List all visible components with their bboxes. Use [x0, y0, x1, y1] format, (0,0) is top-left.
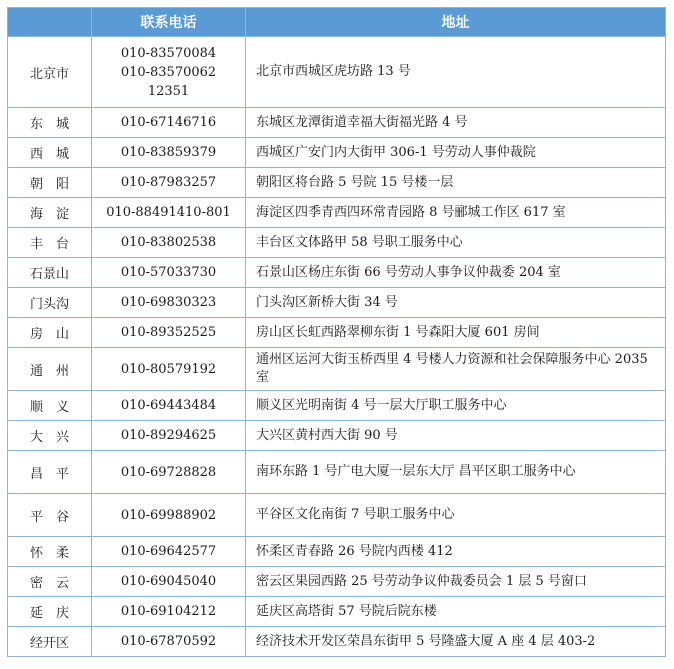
table-header-row — [8, 8, 666, 37]
table-row — [8, 108, 666, 138]
region-cell: 东 城 — [8, 108, 92, 138]
region-cell: 怀 柔 — [8, 537, 92, 567]
phone-cell — [92, 288, 246, 318]
table-row — [8, 421, 666, 451]
address-cell: 延庆区高塔街 57 号院后院东楼 — [246, 597, 666, 627]
phone-number: 010-67146716 — [120, 115, 217, 130]
phone-number: 010-83802538 — [120, 235, 217, 250]
region-cell: 海 淀 — [8, 198, 92, 228]
table-row — [8, 391, 666, 421]
address-cell: 门头沟区新桥大街 34 号 — [246, 288, 666, 318]
table-row — [8, 567, 666, 597]
address-cell: 北京市西城区虎坊路 13 号 — [246, 37, 666, 108]
phone-number: 12351 — [147, 83, 190, 99]
region-cell: 房 山 — [8, 318, 92, 348]
address-cell: 大兴区黄村西大街 90 号 — [246, 421, 666, 451]
phone-cell — [92, 108, 246, 138]
table-row — [8, 597, 666, 627]
table-row — [8, 318, 666, 348]
region-cell: 平 谷 — [8, 494, 92, 537]
phone-cell — [92, 391, 246, 421]
table-row — [8, 537, 666, 567]
address-cell: 通州区运河大街玉桥西里 4 号楼人力资源和社会保障服务中心 2035 室 — [246, 348, 666, 391]
phone-number: 010-57033730 — [120, 265, 217, 280]
table-row — [8, 198, 666, 228]
phone-number: 010-69988902 — [120, 507, 217, 523]
table-row — [8, 451, 666, 494]
address-cell: 平谷区文化南街 7 号职工服务中心 — [246, 494, 666, 537]
table-body — [8, 37, 666, 657]
phone-number: 010-83859379 — [120, 145, 217, 160]
address-cell: 丰台区文体路甲 58 号职工服务中心 — [246, 228, 666, 258]
table-row — [8, 37, 666, 108]
phone-cell — [92, 258, 246, 288]
phone-number: 010-83570084 — [120, 45, 217, 61]
region-cell: 西 城 — [8, 138, 92, 168]
header-phone: 联系电话 — [92, 8, 246, 37]
address-cell: 东城区龙潭街道幸福大街福光路 4 号 — [246, 108, 666, 138]
phone-cell — [92, 451, 246, 494]
phone-cell — [92, 348, 246, 391]
address-cell: 石景山区杨庄东街 66 号劳动人事争议仲裁委 204 室 — [246, 258, 666, 288]
region-cell: 密 云 — [8, 567, 92, 597]
phone-number: 010-67870592 — [120, 634, 217, 649]
table-row — [8, 348, 666, 391]
phone-number: 010-69104212 — [120, 604, 217, 619]
contact-table-container — [7, 7, 666, 657]
phone-cell — [92, 228, 246, 258]
phone-number: 010-69045040 — [120, 574, 217, 589]
address-cell: 房山区长虹西路翠柳东街 1 号森阳大厦 601 房间 — [246, 318, 666, 348]
region-cell: 北京市 — [8, 37, 92, 108]
phone-cell — [92, 421, 246, 451]
region-cell: 经开区 — [8, 627, 92, 657]
address-cell: 朝阳区将台路 5 号院 15 号楼一层 — [246, 168, 666, 198]
region-cell: 大 兴 — [8, 421, 92, 451]
region-cell: 通 州 — [8, 348, 92, 391]
region-cell: 门头沟 — [8, 288, 92, 318]
phone-number: 010-69830323 — [120, 295, 217, 310]
region-cell: 朝 阳 — [8, 168, 92, 198]
phone-number: 010-89352525 — [120, 325, 217, 340]
phone-cell — [92, 37, 246, 108]
address-cell: 经济技术开发区荣昌东街甲 5 号隆盛大厦 A 座 4 层 403-2 — [246, 627, 666, 657]
phone-number: 010-87983257 — [120, 175, 217, 190]
contact-table — [7, 7, 666, 657]
phone-cell — [92, 537, 246, 567]
phone-cell — [92, 168, 246, 198]
region-cell: 石景山 — [8, 258, 92, 288]
phone-number: 010-89294625 — [120, 428, 217, 443]
phone-number: 010-69642577 — [120, 544, 217, 559]
header-region — [8, 8, 92, 37]
table-row — [8, 627, 666, 657]
phone-cell — [92, 138, 246, 168]
region-cell: 顺 义 — [8, 391, 92, 421]
table-row — [8, 168, 666, 198]
address-cell: 怀柔区青春路 26 号院内西楼 412 — [246, 537, 666, 567]
address-cell: 密云区果园西路 25 号劳动争议仲裁委员会 1 层 5 号窗口 — [246, 567, 666, 597]
phone-cell — [92, 597, 246, 627]
phone-number: 010-80579192 — [120, 361, 217, 377]
phone-cell — [92, 627, 246, 657]
address-cell: 西城区广安门内大街甲 306-1 号劳动人事仲裁院 — [246, 138, 666, 168]
address-cell: 顺义区光明南街 4 号一层大厅职工服务中心 — [246, 391, 666, 421]
table-row — [8, 494, 666, 537]
address-cell: 海淀区四季青西四环常青园路 8 号郦城工作区 617 室 — [246, 198, 666, 228]
address-cell: 南环东路 1 号广电大厦一层东大厅 昌平区职工服务中心 — [246, 451, 666, 494]
region-cell: 延 庆 — [8, 597, 92, 627]
table-row — [8, 258, 666, 288]
table-row — [8, 288, 666, 318]
phone-number: 010-69728828 — [120, 464, 217, 480]
phone-number: 010-69443484 — [120, 398, 217, 413]
phone-number: 010-83570062 — [120, 64, 217, 80]
header-address: 地址 — [246, 8, 666, 37]
region-cell: 昌 平 — [8, 451, 92, 494]
table-row — [8, 228, 666, 258]
phone-cell — [92, 198, 246, 228]
phone-number: 010-88491410-801 — [106, 205, 231, 220]
phone-cell — [92, 494, 246, 537]
table-row — [8, 138, 666, 168]
phone-cell — [92, 318, 246, 348]
region-cell: 丰 台 — [8, 228, 92, 258]
phone-cell — [92, 567, 246, 597]
